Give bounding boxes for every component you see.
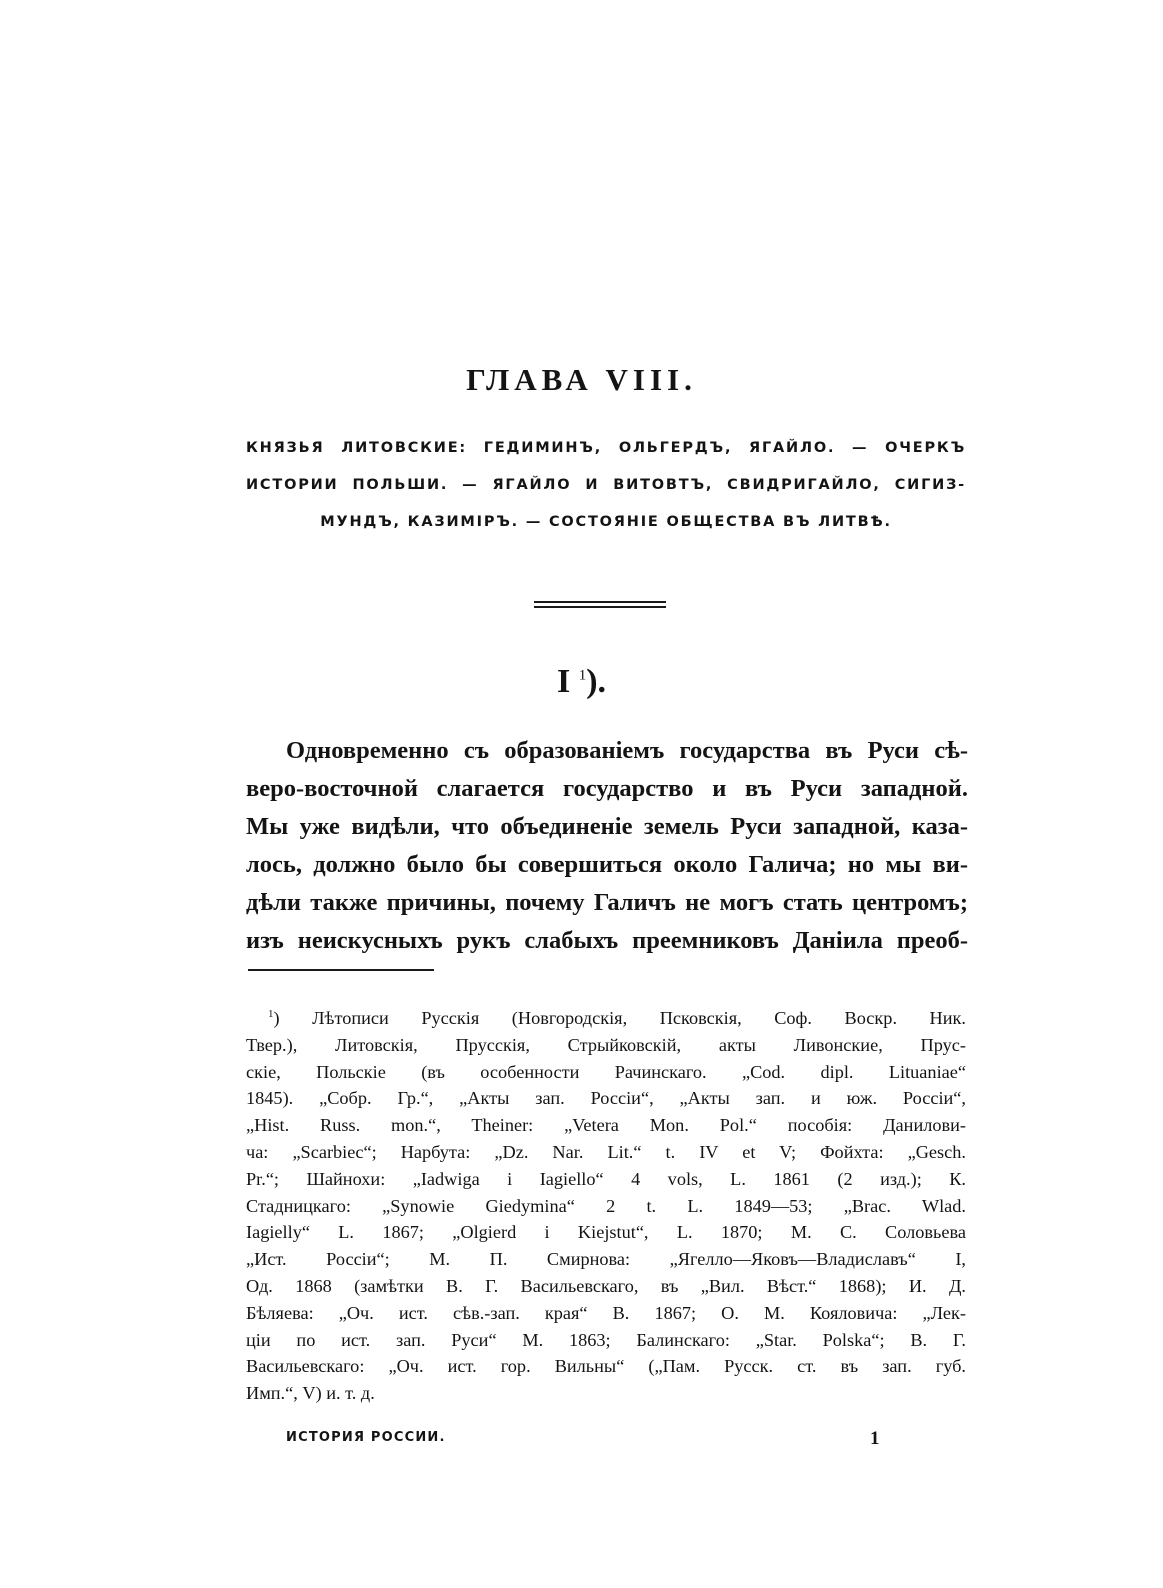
footnote-line: ча: „Scarbiec“; Нарбута: „Dz. Nar. Lit.“ t. IV et V; Фойхта: „Gesch. (246, 1142, 966, 1163)
divider-line (534, 606, 666, 608)
body-line: дѣли также причины, почему Галичъ не могъ стать центромъ; (246, 889, 968, 916)
footnote-line: скіе, Польскіе (въ особенности Рачинскаго. „Cod. dipl. Lituaniae“ (246, 1061, 966, 1082)
footnote (246, 1001, 966, 1407)
chapter-summary-line: ИСТОРИИ ПОЛЬШИ. — ЯГАЙЛО И ВИТОВТЪ, СВИДРИГАЙЛО, СИГИЗ- (246, 477, 966, 493)
section-numeral: I (556, 663, 571, 700)
footnote-line: Pr.“; Шайнохи: „Iadwiga i Iagiello“ 4 vols, L. 1861 (2 изд.); К. (246, 1168, 966, 1189)
footnote-line: ціи по ист. зап. Руси“ М. 1863; Балинскаго: „Star. Polska“; В. Г. (246, 1329, 966, 1350)
footnote-line: 1845). „Собр. Гр.“, „Акты зап. Россіи“, „Акты зап. и юж. Россіи“, (246, 1088, 966, 1109)
body-line: Одновременно съ образованіемъ государства въ Руси сѣ- (286, 737, 968, 764)
section-heading-suffix: ). (586, 663, 607, 700)
section-footnote-mark: 1 (578, 667, 587, 684)
chapter-summary (246, 430, 966, 541)
footnote-line: Васильевскаго: „Оч. ист. гор. Вильны“ („Пам. Русск. ст. въ зап. губ. (246, 1356, 966, 1377)
footer-sheet-number: 1 (870, 1428, 880, 1449)
divider-line (534, 601, 666, 603)
footnote-mark: 1 (268, 1008, 274, 1020)
chapter-title: ГЛАВА VIII. (466, 362, 697, 397)
footnote-line: Твер.), Литовскія, Прусскія, Стрыйковскій, акты Ливонские, Прус- (246, 1034, 966, 1055)
footer-signature: ИСТОРИЯ РОССИИ. (286, 1430, 446, 1445)
footnote-separator (248, 969, 434, 971)
section-heading (0, 663, 1163, 701)
footnote-line-text: ) Лѣтописи Русскія (Новгородскія, Псковскія, Соф. Воскр. Ник. (273, 1008, 966, 1029)
footnote-line (246, 1001, 966, 1032)
footnote-line: Стадницкаго: „Synowie Giedymina“ 2 t. L. 1849—53; „Brac. Wlad. (246, 1195, 966, 1216)
footnote-line: „Hist. Russ. mon.“, Theiner: „Vetera Mon. Pol.“ пособія: Данилови- (246, 1115, 966, 1136)
footnote-line: Од. 1868 (замѣтки В. Г. Васильевскаго, въ „Вил. Вѣст.“ 1868); И. Д. (246, 1276, 966, 1297)
chapter-summary-line: МУНДЪ, КАЗИМІРЪ. — СОСТОЯНІЕ ОБЩЕСТВА ВЪ ЛИТВѢ. (320, 514, 892, 530)
body-line: изъ неискусныхъ рукъ слабыхъ преемниковъ Даніила преоб- (246, 927, 968, 954)
body-line: Мы уже видѣли, что объединеніе земель Руси западной, каза- (246, 813, 968, 840)
body-paragraph (246, 732, 968, 960)
footnote-line: Бѣляева: „Оч. ист. сѣв.-зап. края“ В. 1867; О. М. Кояловича: „Лек- (246, 1302, 966, 1323)
double-rule-divider (534, 601, 666, 609)
footnote-line: Имп.“, V) и. т. д. (246, 1383, 375, 1404)
chapter-summary-line: КНЯЗЬЯ ЛИТОВСКИЕ: ГЕДИМИНЪ, ОЛЬГЕРДЪ, ЯГАЙЛО. — ОЧЕРКЪ (246, 440, 966, 456)
footnote-line: „Ист. Россіи“; М. П. Смирнова: „Ягелло—Яковъ—Владиславъ“ I, (246, 1249, 966, 1270)
body-line: лось, должно было бы совершиться около Галича; но мы ви- (246, 851, 968, 878)
body-line: веро-восточной слагается государство и въ Руси западной. (246, 775, 968, 802)
footnote-line: Iagielly“ L. 1867; „Olgierd i Kiejstut“, L. 1870; М. С. Соловьева (246, 1222, 966, 1243)
